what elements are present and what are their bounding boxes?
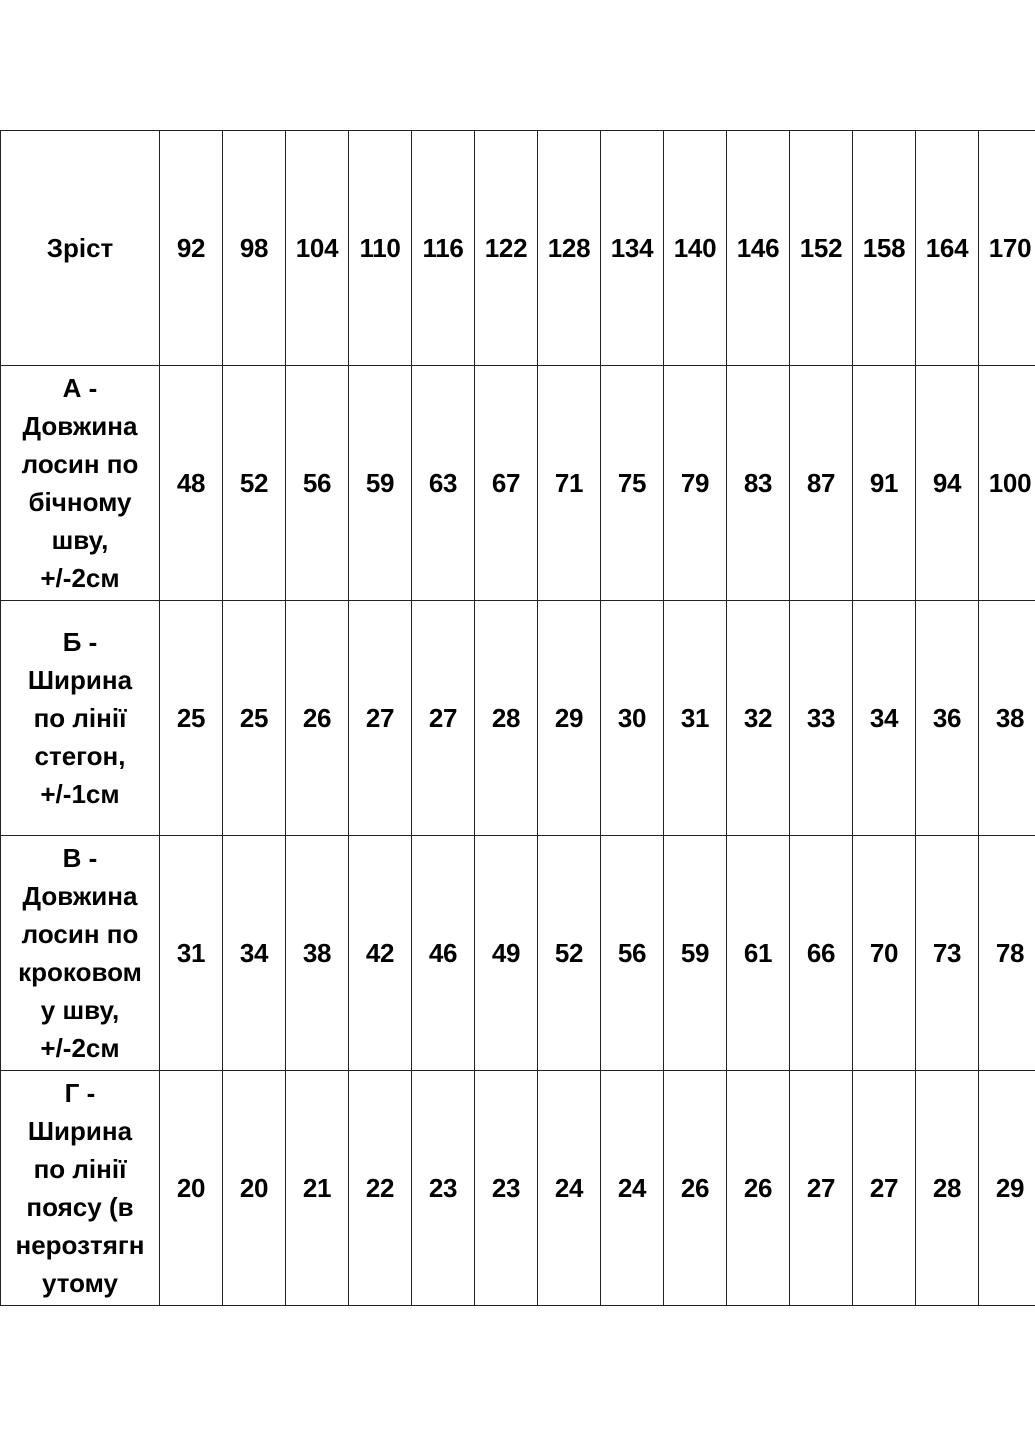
row-b-hip-width	[1, 601, 1035, 836]
value-cell: 31	[160, 836, 223, 1071]
row-label: Б - Ширина по лінії стегон, +/-1см	[27, 627, 133, 809]
value-cell: 29	[979, 1071, 1035, 1306]
value-cell: 21	[286, 1071, 349, 1306]
row-label-cell	[1, 1071, 160, 1306]
value-cell: 31	[664, 601, 727, 836]
value-cell: 94	[916, 366, 979, 601]
value-cell: 26	[286, 601, 349, 836]
value-cell: 70	[853, 836, 916, 1071]
value-cell: 59	[664, 836, 727, 1071]
row-c-inseam-length	[1, 836, 1035, 1071]
row-height	[1, 131, 1035, 366]
size-chart-body	[1, 131, 1035, 1306]
value-cell: 152	[790, 131, 853, 366]
value-cell: 29	[538, 601, 601, 836]
size-chart-table	[0, 130, 1035, 1306]
value-cell: 134	[601, 131, 664, 366]
value-cell: 146	[727, 131, 790, 366]
value-cell: 26	[664, 1071, 727, 1306]
value-cell: 25	[160, 601, 223, 836]
value-cell: 25	[223, 601, 286, 836]
value-cell: 20	[223, 1071, 286, 1306]
value-cell: 75	[601, 366, 664, 601]
value-cell: 34	[223, 836, 286, 1071]
value-cell: 98	[223, 131, 286, 366]
value-cell: 56	[286, 366, 349, 601]
value-cell: 110	[349, 131, 412, 366]
value-cell: 56	[601, 836, 664, 1071]
value-cell: 30	[601, 601, 664, 836]
value-cell: 48	[160, 366, 223, 601]
row-label-cell	[1, 366, 160, 601]
value-cell: 63	[412, 366, 475, 601]
value-cell: 116	[412, 131, 475, 366]
value-cell: 170	[979, 131, 1035, 366]
value-cell: 24	[601, 1071, 664, 1306]
row-label: А - Довжина лосин по бічному шву, +/-2см	[21, 373, 139, 593]
value-cell: 38	[979, 601, 1035, 836]
row-label-cell	[1, 836, 160, 1071]
value-cell: 28	[475, 601, 538, 836]
value-cell: 87	[790, 366, 853, 601]
value-cell: 73	[916, 836, 979, 1071]
value-cell: 92	[160, 131, 223, 366]
value-cell: 27	[349, 601, 412, 836]
value-cell: 122	[475, 131, 538, 366]
value-cell: 67	[475, 366, 538, 601]
value-cell: 100	[979, 366, 1035, 601]
row-label-cell	[1, 601, 160, 836]
value-cell: 24	[538, 1071, 601, 1306]
row-label-cell	[1, 131, 160, 366]
row-label: Г - Ширина по лінії поясу (в нерозтягн утому	[15, 1078, 145, 1298]
value-cell: 22	[349, 1071, 412, 1306]
value-cell: 33	[790, 601, 853, 836]
value-cell: 59	[349, 366, 412, 601]
value-cell: 20	[160, 1071, 223, 1306]
value-cell: 128	[538, 131, 601, 366]
value-cell: 46	[412, 836, 475, 1071]
value-cell: 23	[475, 1071, 538, 1306]
row-a-side-length	[1, 366, 1035, 601]
value-cell: 52	[538, 836, 601, 1071]
value-cell: 66	[790, 836, 853, 1071]
value-cell: 32	[727, 601, 790, 836]
value-cell: 71	[538, 366, 601, 601]
value-cell: 140	[664, 131, 727, 366]
value-cell: 164	[916, 131, 979, 366]
value-cell: 36	[916, 601, 979, 836]
value-cell: 91	[853, 366, 916, 601]
value-cell: 104	[286, 131, 349, 366]
row-label: В - Довжина лосин по кроковом у шву, +/-2см	[18, 843, 142, 1063]
value-cell: 27	[790, 1071, 853, 1306]
value-cell: 52	[223, 366, 286, 601]
value-cell: 78	[979, 836, 1035, 1071]
row-label: Зріст	[46, 233, 114, 263]
value-cell: 83	[727, 366, 790, 601]
value-cell: 34	[853, 601, 916, 836]
value-cell: 38	[286, 836, 349, 1071]
value-cell: 27	[853, 1071, 916, 1306]
value-cell: 26	[727, 1071, 790, 1306]
value-cell: 61	[727, 836, 790, 1071]
value-cell: 27	[412, 601, 475, 836]
value-cell: 79	[664, 366, 727, 601]
value-cell: 42	[349, 836, 412, 1071]
value-cell: 49	[475, 836, 538, 1071]
row-d-waist-width	[1, 1071, 1035, 1306]
value-cell: 158	[853, 131, 916, 366]
value-cell: 23	[412, 1071, 475, 1306]
value-cell: 28	[916, 1071, 979, 1306]
